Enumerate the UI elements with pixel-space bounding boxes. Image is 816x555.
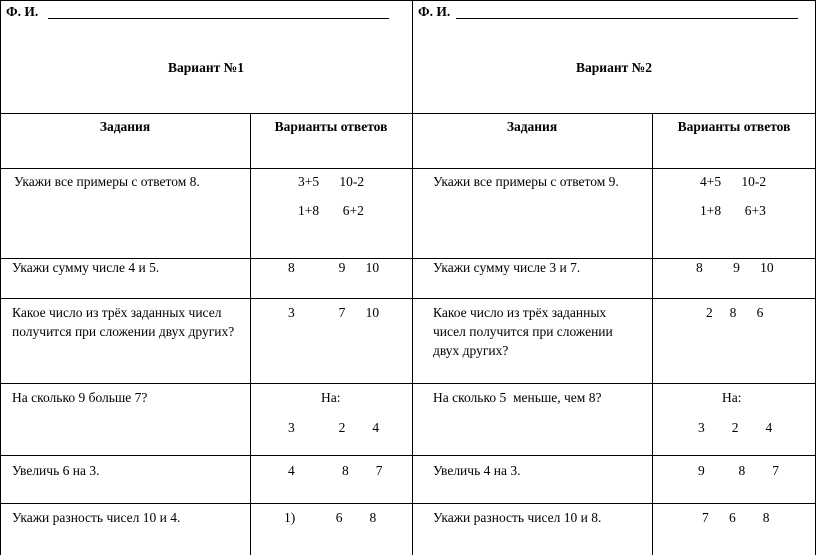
name-line-variant-2 — [456, 18, 798, 19]
task-3-variant-1: Какое число из трёх заданных чисел получится при сложении двух других? — [12, 305, 235, 339]
variant-title-2: Вариант №2 — [576, 60, 652, 75]
task-1-variant-1: Укажи все примеры с ответом 8. — [14, 174, 200, 189]
task-6-variant-1: Укажи разность чисел 10 и 4. — [12, 510, 181, 525]
name-label-variant-2: Ф. И. — [418, 4, 451, 19]
column-header-answers-1: Варианты ответов — [274, 119, 388, 134]
divider-after-column-headers — [0, 168, 816, 169]
answer-6-variant-2: 7 6 8 — [702, 510, 770, 525]
task-3-variant-2: Какое число из трёх заданных чисел получится при сложении двух других? — [433, 305, 613, 358]
table-border-left — [0, 0, 1, 555]
answer-3-variant-2: 2 8 6 — [706, 305, 764, 320]
answer-2-variant-2: 8 9 10 — [696, 260, 774, 275]
answer-1a-variant-1: 3+5 10-2 — [298, 174, 365, 189]
name-line-variant-1 — [48, 18, 389, 19]
answer-1b-variant-1: 1+8 6+2 — [298, 203, 364, 218]
task-4-variant-1: На сколько 9 больше 7? — [12, 390, 148, 405]
divider-row-4 — [0, 455, 816, 456]
task-2-variant-2: Укажи сумму числе 3 и 7. — [433, 260, 581, 275]
task-6-variant-2: Укажи разность чисел 10 и 8. — [433, 510, 602, 525]
variant-title-1: Вариант №1 — [168, 60, 244, 75]
answer-3-variant-1: 3 7 10 — [288, 305, 380, 320]
answer-4-prefix-variant-2: На: — [722, 390, 742, 405]
column-divider-variants — [412, 0, 413, 555]
column-divider-variant-2-inner — [652, 113, 653, 555]
table-border-top — [0, 0, 816, 1]
task-2-variant-1: Укажи сумму числе 4 и 5. — [12, 260, 160, 275]
name-label-variant-1: Ф. И. — [6, 4, 39, 19]
column-header-tasks-1: Задания — [99, 119, 151, 134]
answer-4-variant-2: 3 2 4 — [698, 420, 773, 435]
answer-1b-variant-2: 1+8 6+3 — [700, 203, 766, 218]
answer-4-prefix-variant-1: На: — [321, 390, 341, 405]
answer-1a-variant-2: 4+5 10-2 — [700, 174, 767, 189]
task-5-variant-2: Увеличь 4 на 3. — [433, 463, 521, 478]
answer-5-variant-2: 9 8 7 — [698, 463, 779, 478]
answer-6-variant-1: 1) 6 8 — [284, 510, 377, 525]
answer-2-variant-1: 8 9 10 — [288, 260, 380, 275]
answer-4-variant-1: 3 2 4 — [288, 420, 380, 435]
column-divider-variant-1-inner — [250, 113, 251, 555]
divider-row-3 — [0, 383, 816, 384]
task-4-variant-2: На сколько 5 меньше, чем 8? — [433, 390, 602, 405]
column-header-answers-2: Варианты ответов — [677, 119, 791, 134]
task-1-variant-2: Укажи все примеры с ответом 9. — [433, 174, 619, 189]
task-5-variant-1: Увеличь 6 на 3. — [12, 463, 100, 478]
divider-row-5 — [0, 503, 816, 504]
divider-row-2 — [0, 298, 816, 299]
column-header-tasks-2: Задания — [506, 119, 558, 134]
divider-after-header — [0, 113, 816, 114]
answer-5-variant-1: 4 8 7 — [288, 463, 383, 478]
